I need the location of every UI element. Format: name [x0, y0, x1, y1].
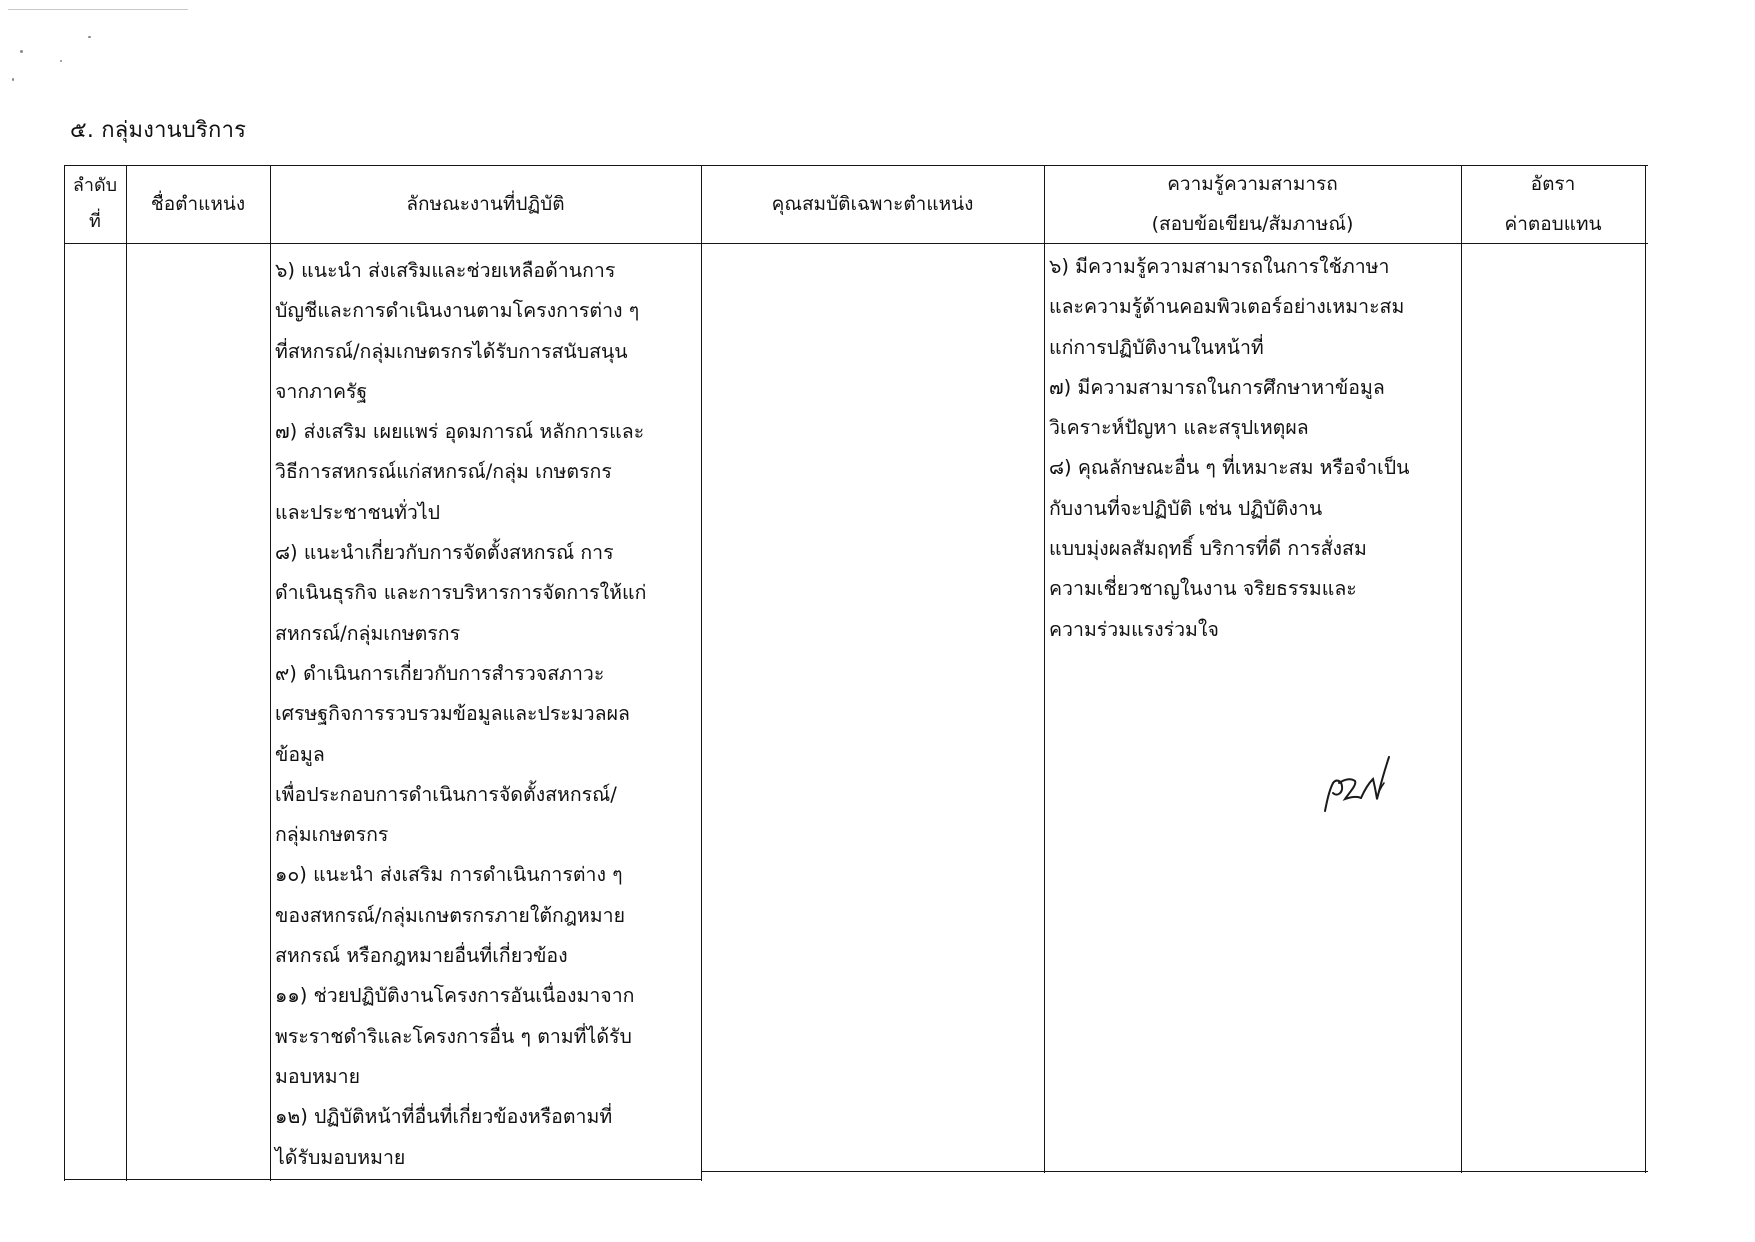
- job-characteristics-line: ๗) ส่งเสริม เผยแพร่ อุดมการณ์ หลักการและ: [275, 420, 645, 444]
- scan-artifact-line: [8, 9, 188, 10]
- job-characteristics-line: สหกรณ์ หรือกฎหมายอื่นที่เกี่ยวข้อง: [275, 944, 568, 968]
- column-divider: [701, 165, 702, 1181]
- header-job-characteristics-text: ลักษณะงานที่ปฏิบัติ: [406, 193, 565, 215]
- knowledge-line: ๗) มีความสามารถในการศึกษาหาข้อมูล: [1049, 375, 1385, 399]
- knowledge-line: ๖) มีความรู้ความสามารถในการใช้ภาษา: [1049, 255, 1390, 278]
- scan-artifact-dot: [88, 36, 91, 38]
- header-order: [64, 165, 126, 243]
- header-knowledge-ability-line: (สอบข้อเขียน/สัมภาษณ์): [1151, 213, 1354, 235]
- knowledge-line: ๘) คุณลักษณะอื่น ๆ ที่เหมาะสม หรือจำเป็น: [1049, 456, 1410, 480]
- job-characteristics-line: สหกรณ์/กลุ่มเกษตรกร: [275, 621, 461, 645]
- header-knowledge-ability-line: ความรู้ความสามารถ: [1167, 173, 1338, 195]
- scan-artifact-dot: [12, 78, 14, 81]
- knowledge-line: แก่การปฏิบัติงานในหน้าที่: [1049, 335, 1264, 359]
- table-left-border: [64, 165, 65, 1181]
- header-compensation: [1461, 165, 1645, 243]
- job-characteristics-line: ข้อมูล: [275, 742, 325, 766]
- header-order-line: ลำดับ: [72, 175, 118, 196]
- job-characteristics-line: ๖) แนะนำ ส่งเสริมและช่วยเหลือด้านการ: [275, 259, 616, 282]
- job-characteristics-line: ๑๒) ปฏิบัติหน้าที่อื่นที่เกี่ยวข้องหรือตามที่: [275, 1105, 613, 1129]
- job-characteristics-line: ดำเนินธุรกิจ และการบริหารการจัดการให้แก่: [275, 581, 647, 605]
- job-characteristics-line: พระราชดำริและโครงการอื่น ๆ ตามที่ได้รับ: [275, 1024, 632, 1048]
- job-characteristics-line: ๘) แนะนำเกี่ยวกับการจัดตั้งสหกรณ์ การ: [275, 541, 614, 565]
- header-qualifications-text: คุณสมบัติเฉพาะตำแหน่ง: [771, 193, 974, 215]
- knowledge-line: ความร่วมแรงร่วมใจ: [1049, 617, 1219, 641]
- column-divider: [126, 165, 127, 1181]
- knowledge-line: วิเคราะห์ปัญหา และสรุปเหตุผล: [1049, 416, 1309, 440]
- job-characteristics-line: บัญชีและการดำเนินงานตามโครงการต่าง ๆ: [275, 299, 640, 323]
- job-characteristics-line: ๑๑) ช่วยปฏิบัติงานโครงการอันเนื่องมาจาก: [275, 984, 635, 1008]
- column-divider: [270, 165, 271, 1181]
- scan-artifact-dot: [20, 50, 23, 53]
- job-characteristics-line: วิธีการสหกรณ์แก่สหกรณ์/กลุ่ม เกษตรกร: [275, 460, 612, 484]
- table-right-border: [1645, 165, 1646, 1173]
- column-divider: [1044, 165, 1045, 1173]
- knowledge-line: ความเชี่ยวชาญในงาน จริยธรรมและ: [1049, 577, 1357, 601]
- job-characteristics-line: ๙) ดำเนินการเกี่ยวกับการสำรวจสภาวะ: [275, 661, 605, 685]
- job-characteristics-line: และประชาชนทั่วไป: [275, 500, 441, 524]
- header-position-name: [126, 165, 270, 243]
- header-knowledge-ability: [1044, 165, 1461, 243]
- job-characteristics-line: เศรษฐกิจการรวบรวมข้อมูลและประมวลผล: [275, 702, 630, 726]
- knowledge-line: กับงานที่จะปฏิบัติ เช่น ปฏิบัติงาน: [1049, 496, 1323, 520]
- header-compensation-line: ค่าตอบแทน: [1504, 213, 1602, 235]
- header-order-line: ที่: [89, 211, 101, 232]
- job-characteristics-line: กลุ่มเกษตรกร: [275, 823, 389, 847]
- job-characteristics-line: จากภาครัฐ: [275, 379, 368, 403]
- job-characteristics-line: ของสหกรณ์/กลุ่มเกษตรกรภายใต้กฎหมาย: [275, 903, 626, 927]
- knowledge-line: และความรู้ด้านคอมพิวเตอร์อย่างเหมาะสม: [1049, 295, 1405, 319]
- column-divider: [1461, 165, 1462, 1173]
- job-characteristics-line: ที่สหกรณ์/กลุ่มเกษตรกรได้รับการสนับสนุน: [275, 339, 628, 363]
- job-characteristics-cell: [275, 251, 699, 1178]
- header-qualifications: [701, 165, 1044, 243]
- job-characteristics-line: ๑๐) แนะนำ ส่งเสริม การดำเนินการต่าง ๆ: [275, 863, 623, 887]
- header-job-characteristics: [270, 165, 701, 243]
- header-bottom-border: [64, 243, 1648, 244]
- header-compensation-line: อัตรา: [1530, 173, 1576, 195]
- knowledge-line: แบบมุ่งผลสัมฤทธิ์ บริการที่ดี การสั่งสม: [1049, 537, 1367, 561]
- handwritten-signature: [1321, 753, 1393, 815]
- knowledge-ability-cell: [1049, 247, 1459, 650]
- job-characteristics-line: ได้รับมอบหมาย: [275, 1145, 406, 1169]
- table-bottom-border-left: [64, 1179, 701, 1180]
- job-characteristics-line: เพื่อประกอบการดำเนินการจัดตั้งสหกรณ์/: [275, 782, 617, 806]
- scan-artifact-dot: [60, 60, 62, 62]
- position-table: [64, 165, 1648, 1181]
- header-position-name-text: ชื่อตำแหน่ง: [150, 193, 246, 215]
- section-title: ๕. กลุ่มงานบริการ: [70, 118, 247, 143]
- table-bottom-border-right: [701, 1171, 1648, 1172]
- job-characteristics-line: มอบหมาย: [275, 1064, 361, 1088]
